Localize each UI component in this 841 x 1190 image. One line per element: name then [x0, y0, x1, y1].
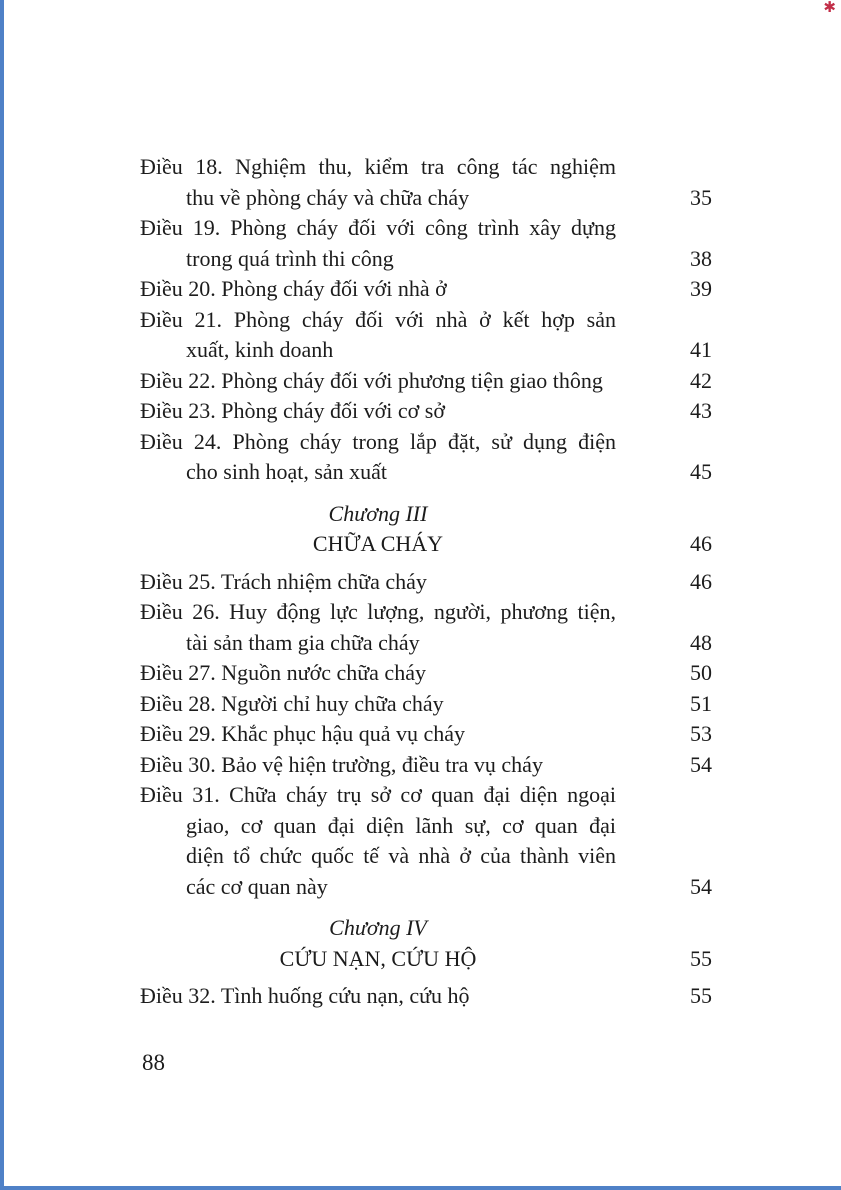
toc-entry-line: Điều 31. Chữa cháy trụ sở cơ quan đại diện ngoại: [140, 782, 616, 807]
toc-entry-line: Điều 20. Phòng cháy đối với nhà ở: [140, 276, 447, 301]
toc-entry-line: diện tổ chức quốc tế và nhà ở của thành viên: [186, 843, 616, 868]
toc-page-ref: 38: [690, 245, 712, 271]
toc-row: [140, 872, 712, 903]
toc-page-ref: 51: [690, 690, 712, 716]
toc-page-ref: 45: [690, 459, 712, 484]
toc-row: [140, 780, 712, 811]
toc-entry-line: Điều 23. Phòng cháy đối với cơ sở: [140, 398, 445, 423]
toc-page-ref: 55: [690, 983, 712, 1008]
toc-row: [140, 335, 712, 366]
flower-asterisk-icon: ✱: [823, 0, 836, 16]
toc-entry-line: giao, cơ quan đại diện lãnh sự, cơ quan đại: [186, 812, 616, 838]
chapter-title: CỨU NẠN, CỨU HỘ: [279, 945, 477, 971]
toc-page-ref: 46: [690, 568, 712, 594]
toc-page-ref: 46: [690, 531, 712, 556]
toc-entry-line: các cơ quan này: [186, 873, 328, 899]
toc-row: [140, 750, 712, 781]
toc-page-ref: 54: [690, 751, 712, 777]
toc-page-ref: 41: [690, 337, 712, 362]
toc-row: [140, 213, 712, 244]
toc-entry-line: Điều 19. Phòng cháy đối với công trình xây dựng: [140, 215, 616, 240]
toc-row: [140, 499, 712, 530]
toc-row: [140, 529, 712, 560]
toc-page-ref: 42: [690, 367, 712, 393]
table-of-contents: [140, 152, 712, 1012]
toc-row: [140, 366, 712, 397]
page-number: 88: [142, 1050, 165, 1075]
toc-row: [140, 305, 712, 336]
toc-entry-line: xuất, kinh doanh: [186, 337, 334, 362]
toc-entry-line: Điều 25. Trách nhiệm chữa cháy: [140, 568, 427, 594]
toc-entry-line: trong quá trình thi công: [186, 245, 394, 271]
chapter-title: CHỮA CHÁY: [312, 531, 444, 556]
toc-row: [140, 944, 712, 975]
toc-row: [140, 396, 712, 427]
toc-entry-line: Điều 26. Huy động lực lượng, người, phương tiện,: [140, 599, 616, 624]
toc-row: [140, 457, 712, 488]
toc-entry-line: Điều 18. Nghiệm thu, kiểm tra công tác nghiệm: [140, 154, 616, 179]
toc-row: [140, 811, 712, 842]
toc-entry-line: Điều 30. Bảo vệ hiện trường, điều tra vụ cháy: [140, 751, 543, 777]
toc-page-ref: 54: [690, 873, 712, 899]
toc-entry-line: cho sinh hoạt, sản xuất: [186, 459, 388, 484]
toc-row: [140, 152, 712, 183]
toc-entry-line: Điều 22. Phòng cháy đối với phương tiện giao thông: [140, 367, 603, 393]
chapter-label: Chương IV: [329, 915, 427, 940]
toc-row: [140, 841, 712, 872]
toc-row: [140, 658, 712, 689]
toc-row: [140, 567, 712, 598]
toc-page-ref: 53: [690, 721, 712, 746]
chapter-label: Chương III: [328, 500, 428, 526]
toc-page-ref: 55: [690, 945, 712, 971]
toc-row: [140, 981, 712, 1012]
toc-row: [140, 183, 712, 214]
toc-page-ref: 48: [690, 629, 712, 655]
toc-entry-line: tài sản tham gia chữa cháy: [186, 629, 420, 655]
toc-row: [140, 274, 712, 305]
toc-row: [140, 719, 712, 750]
toc-row: [140, 244, 712, 275]
toc-page-ref: 39: [690, 276, 712, 301]
toc-entry-line: Điều 28. Người chỉ huy chữa cháy: [140, 690, 444, 716]
toc-page-ref: 43: [690, 398, 712, 423]
toc-entry-line: thu về phòng cháy và chữa cháy: [186, 184, 470, 210]
toc-entry-line: Điều 32. Tình huống cứu nạn, cứu hộ: [140, 983, 470, 1008]
toc-row: [140, 597, 712, 628]
toc-entry-line: Điều 21. Phòng cháy đối với nhà ở kết hợp sản: [140, 306, 616, 332]
toc-row: [140, 628, 712, 659]
toc-row: [140, 427, 712, 458]
toc-page-ref: 50: [690, 660, 712, 685]
toc-row: [140, 689, 712, 720]
toc-entry-line: Điều 27. Nguồn nước chữa cháy: [140, 660, 426, 685]
toc-row: [140, 913, 712, 944]
toc-entry-line: Điều 24. Phòng cháy trong lắp đặt, sử dụng điện: [140, 428, 616, 454]
toc-page-ref: 35: [690, 184, 712, 210]
toc-entry-line: Điều 29. Khắc phục hậu quả vụ cháy: [140, 721, 466, 746]
